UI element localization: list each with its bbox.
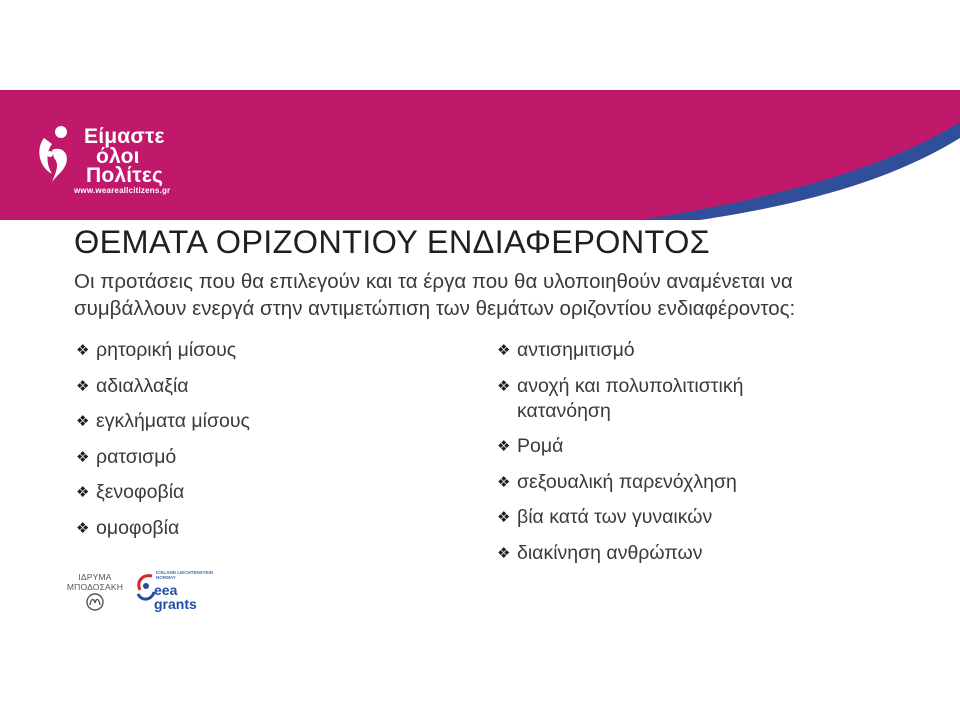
diamond-bullet-icon: ❖ (76, 519, 90, 537)
logo-url: www.weareallcitizens.gr (74, 186, 171, 195)
list-item: ❖ αδιαλλαξία (76, 374, 189, 397)
topics-list-left (76, 338, 436, 551)
diamond-bullet-icon: ❖ (76, 484, 90, 501)
diamond-bullet-icon: ❖ (497, 438, 511, 455)
list-item: ❖ ανοχή και πολυπολιτιστική κατανόηση (497, 374, 744, 422)
intro-text: Οι προτάσεις που θα επιλεγούν και τα έργα που θα υλοποιηθούν αναμένεται να συμβάλλουν ενεργά στην αντιμετώπιση των θεμάτων οριζοντίου ενδιαφέροντος: (74, 270, 796, 320)
diamond-bullet-icon: ❖ (497, 377, 511, 395)
logo-line-3: Πολίτες (86, 164, 164, 187)
list-item: ❖ διακίνηση ανθρώπων (497, 541, 703, 564)
diamond-bullet-icon: ❖ (497, 509, 511, 526)
weareallcitizens-logo (36, 122, 226, 202)
list-item: ❖ ξενοφοβία (76, 481, 185, 503)
diamond-bullet-icon: ❖ (497, 544, 511, 562)
topics-list-right (497, 338, 877, 576)
logo-line-2: όλοι (96, 145, 140, 168)
bodossaki-logo: ΙΔΡΥΜΑ ΜΠΟΔΟΣΑΚΗ (66, 572, 124, 592)
page-title: ΘΕΜΑΤΑ ΟΡΙΖΟΝΤΙΟΥ ΕΝΔΙΑΦΕΡΟΝΤΟΣ (74, 224, 711, 260)
diamond-bullet-icon: ❖ (76, 377, 90, 395)
logo-line-1: Είμαστε (84, 125, 165, 148)
list-item: ❖ ομοφοβία (76, 516, 180, 539)
list-item: ❖ βία κατά των γυναικών (497, 506, 713, 528)
eea-countries-text: ICELAND LIECHTENSTEIN NORWAY (156, 570, 214, 580)
list-item: ❖ σεξουαλική παρενόχληση (497, 470, 737, 493)
diamond-bullet-icon: ❖ (76, 448, 90, 466)
diamond-bullet-icon: ❖ (497, 473, 511, 491)
diamond-bullet-icon: ❖ (76, 413, 90, 430)
diamond-bullet-icon: ❖ (76, 342, 90, 359)
bodossaki-emblem-icon (85, 592, 105, 612)
diamond-bullet-icon: ❖ (497, 342, 511, 359)
people-icon (36, 124, 76, 184)
list-item: ❖ ρητορική μίσους (76, 339, 237, 361)
list-item: ❖ εγκλήματα μίσους (76, 410, 250, 432)
eea-grants-icon (134, 572, 156, 602)
list-item: ❖ ρατσισμό (76, 445, 177, 468)
list-item: ❖ αντισημιτισμό (497, 339, 635, 361)
eea-grants-logo: eea grants (154, 582, 197, 612)
sponsor-logos (62, 566, 232, 616)
list-item: ❖ Ρομά (497, 435, 564, 457)
